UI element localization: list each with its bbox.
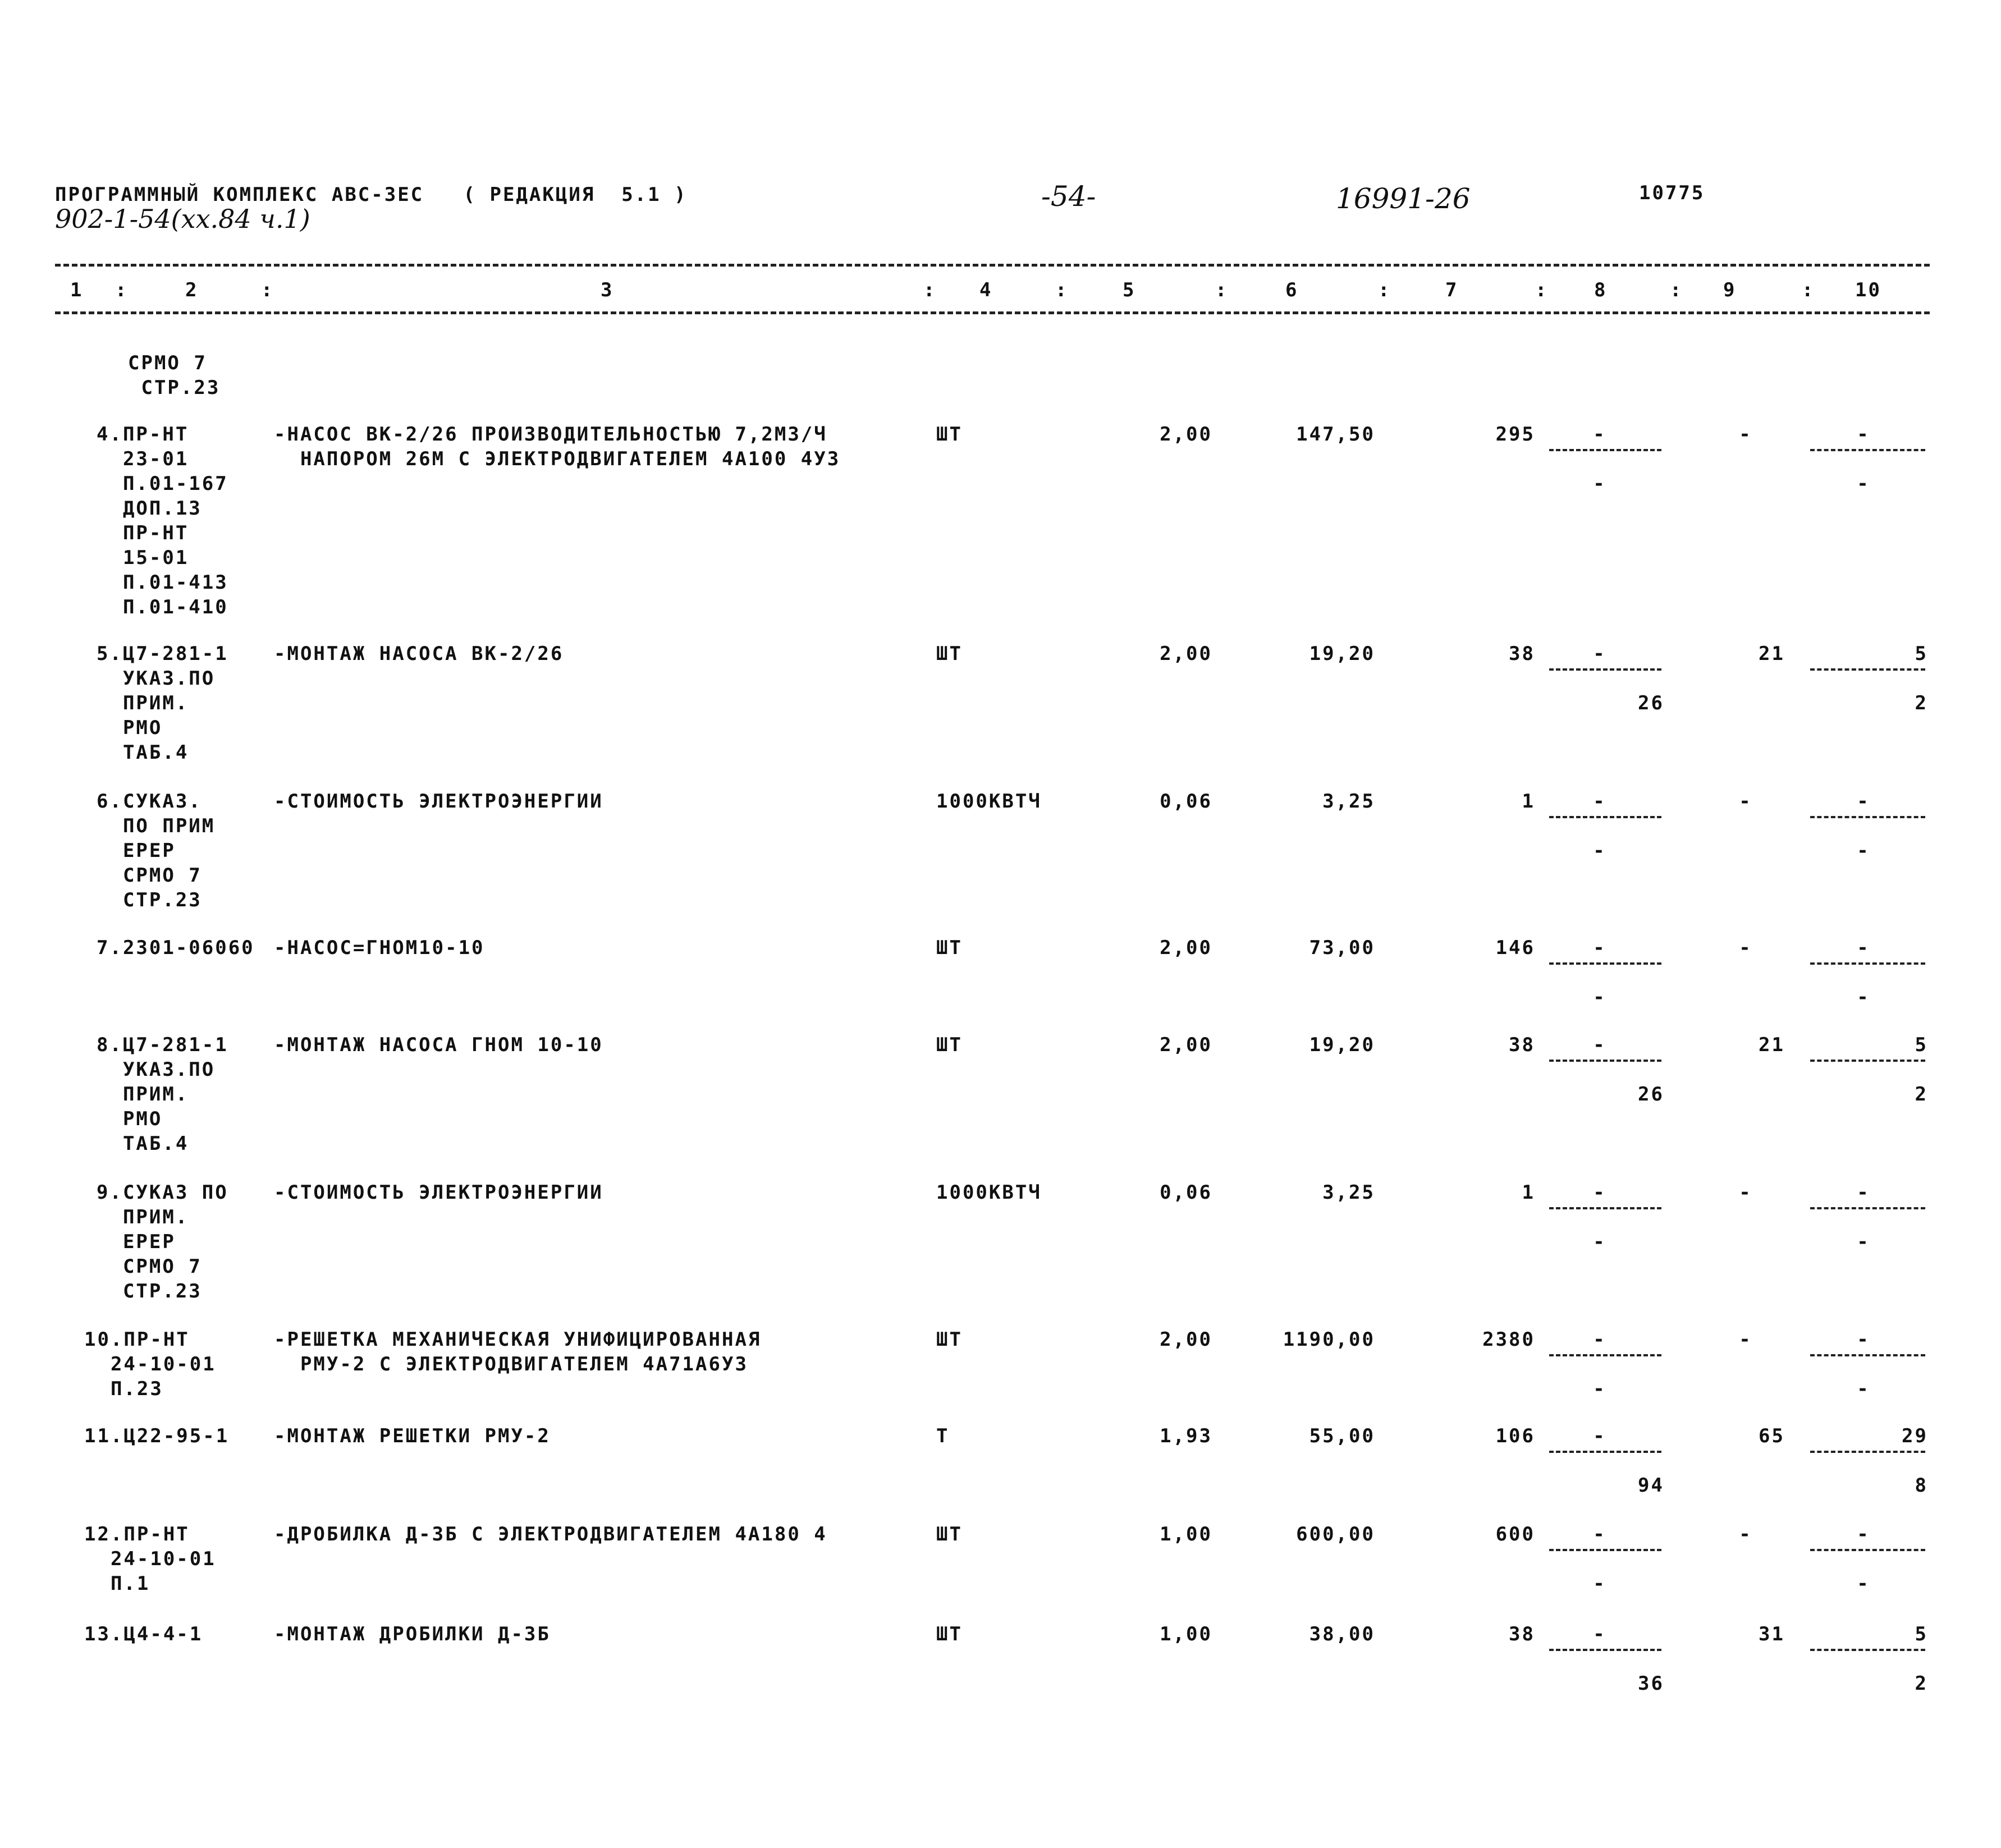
row-col8-top: - bbox=[1593, 1623, 1606, 1645]
row-name-line: -МОНТАЖ НАСОСА ВК-2/26 bbox=[274, 643, 564, 665]
row-code-line: СРМО 7 bbox=[97, 864, 202, 887]
row-quantity: 0,06 bbox=[1160, 1181, 1212, 1204]
row-code-line: 13.Ц4-4-1 bbox=[84, 1623, 203, 1645]
row-col10-top: 5 bbox=[1915, 643, 1928, 665]
row-col10-bottom: - bbox=[1857, 1231, 1870, 1253]
row-quantity: 2,00 bbox=[1160, 937, 1212, 959]
fraction-divider bbox=[1549, 1549, 1661, 1551]
fraction-divider bbox=[1549, 668, 1661, 671]
row-col9: 21 bbox=[1759, 643, 1785, 665]
fraction-divider bbox=[1549, 1207, 1661, 1209]
row-unit-price: 38,00 bbox=[1309, 1623, 1375, 1645]
row-col8-bottom: 26 bbox=[1638, 692, 1664, 714]
row-col8-bottom: - bbox=[1593, 986, 1606, 1008]
row-col8-top: - bbox=[1593, 937, 1606, 959]
row-code-line: 10.ПР-НТ bbox=[84, 1328, 190, 1351]
row-col9: - bbox=[1739, 423, 1752, 446]
row-unit-price: 147,50 bbox=[1296, 423, 1375, 446]
row-unit: ШТ bbox=[936, 1623, 963, 1645]
row-name-line: -НАСОС=ГНОМ10-10 bbox=[274, 937, 485, 959]
row-col9: - bbox=[1739, 790, 1752, 813]
fraction-divider bbox=[1810, 816, 1925, 818]
row-col9: - bbox=[1739, 937, 1752, 959]
row-code-line: УКАЗ.ПО bbox=[97, 1058, 216, 1081]
row-code-line: 7.2301-06060 bbox=[97, 937, 255, 959]
row-col8-top: - bbox=[1593, 1328, 1606, 1351]
row-col8-bottom: - bbox=[1593, 1572, 1606, 1595]
row-col10-top: - bbox=[1857, 1328, 1870, 1351]
column-header-5: 5 bbox=[1123, 279, 1136, 301]
column-header-6: 6 bbox=[1285, 279, 1299, 301]
row-code-line: П.01-410 bbox=[97, 596, 228, 618]
row-quantity: 1,00 bbox=[1160, 1523, 1212, 1546]
fraction-divider bbox=[1810, 449, 1925, 451]
header-rule-top bbox=[55, 264, 1930, 267]
row-code-line: 24-10-01 bbox=[84, 1353, 216, 1375]
row-col10-top: 5 bbox=[1915, 1623, 1928, 1645]
row-total: 1 bbox=[1522, 790, 1535, 813]
row-unit: ШТ bbox=[936, 1523, 963, 1546]
fraction-divider bbox=[1810, 1549, 1925, 1551]
row-col10-bottom: - bbox=[1857, 1378, 1870, 1400]
row-col10-top: 29 bbox=[1902, 1425, 1928, 1447]
row-col10-bottom: 2 bbox=[1915, 1083, 1928, 1106]
row-total: 146 bbox=[1495, 937, 1535, 959]
row-unit-price: 73,00 bbox=[1309, 937, 1375, 959]
row-code-line: ЕРЕР bbox=[97, 1231, 176, 1253]
column-header-2: 2 bbox=[185, 279, 199, 301]
row-unit-price: 55,00 bbox=[1309, 1425, 1375, 1447]
row-col9: - bbox=[1739, 1523, 1752, 1546]
row-unit-price: 600,00 bbox=[1296, 1523, 1375, 1546]
column-header-9: 9 bbox=[1723, 279, 1737, 301]
row-code-line: 12.ПР-НТ bbox=[84, 1523, 190, 1546]
fraction-divider bbox=[1810, 1451, 1925, 1453]
row-name-line: -СТОИМОСТЬ ЭЛЕКТРОЭНЕРГИИ bbox=[274, 1181, 603, 1204]
row-quantity: 0,06 bbox=[1160, 790, 1212, 813]
row-col8-bottom: - bbox=[1593, 473, 1606, 495]
fraction-divider bbox=[1549, 1060, 1661, 1062]
row-total: 106 bbox=[1495, 1425, 1535, 1447]
row-total: 2380 bbox=[1482, 1328, 1535, 1351]
row-col9: - bbox=[1739, 1181, 1752, 1204]
fraction-divider bbox=[1810, 1207, 1925, 1209]
row-col10-bottom: - bbox=[1857, 840, 1870, 862]
page-number: -54- bbox=[1041, 180, 1096, 213]
fraction-divider bbox=[1810, 1354, 1925, 1356]
row-col8-top: - bbox=[1593, 423, 1606, 446]
row-total: 38 bbox=[1509, 1623, 1535, 1645]
column-header-1: 1 bbox=[70, 279, 84, 301]
column-separator: : bbox=[261, 279, 274, 301]
row-unit: 1000КВТЧ bbox=[936, 790, 1042, 813]
row-col10-bottom: 2 bbox=[1915, 1672, 1928, 1695]
column-separator: : bbox=[1378, 279, 1391, 301]
row-quantity: 1,93 bbox=[1160, 1425, 1212, 1447]
row-col10-top: - bbox=[1857, 1181, 1870, 1204]
row-code-line: П.01-167 bbox=[97, 473, 228, 495]
row-total: 38 bbox=[1509, 1034, 1535, 1056]
fraction-divider bbox=[1810, 1649, 1925, 1651]
row-unit-price: 19,20 bbox=[1309, 643, 1375, 665]
row-name-line: -НАСОС ВК-2/26 ПРОИЗВОДИТЕЛЬНОСТЬЮ 7,2М3/Ч bbox=[274, 423, 827, 446]
row-name-line: -РЕШЕТКА МЕХАНИЧЕСКАЯ УНИФИЦИРОВАННАЯ bbox=[274, 1328, 762, 1351]
row-col8-top: - bbox=[1593, 1425, 1606, 1447]
column-separator: : bbox=[1055, 279, 1069, 301]
column-separator: : bbox=[115, 279, 129, 301]
fraction-divider bbox=[1549, 1451, 1661, 1453]
row-unit: ШТ bbox=[936, 423, 963, 446]
row-code-line: ПРИМ. bbox=[97, 1206, 189, 1228]
row-code-line: 6.СУКАЗ. bbox=[97, 790, 202, 813]
row-col8-bottom: 26 bbox=[1638, 1083, 1664, 1106]
fraction-divider bbox=[1549, 816, 1661, 818]
stamp-number: 10775 bbox=[1639, 182, 1705, 204]
row-col8-bottom: 94 bbox=[1638, 1474, 1664, 1497]
row-code-line: РМО bbox=[97, 1108, 163, 1130]
row-total: 1 bbox=[1522, 1181, 1535, 1204]
row-col10-top: - bbox=[1857, 423, 1870, 446]
row-unit: Т bbox=[936, 1425, 950, 1447]
row-code-line: ТАБ.4 bbox=[97, 1132, 189, 1155]
fraction-divider bbox=[1549, 1354, 1661, 1356]
handwritten-code: 902-1-54(хх.84 ч.1) bbox=[55, 204, 310, 234]
row-code-line: СТР.23 bbox=[97, 1280, 202, 1303]
row-name-line: -МОНТАЖ ДРОБИЛКИ Д-3Б bbox=[274, 1623, 551, 1645]
preface-line: СТР.23 bbox=[128, 377, 221, 399]
column-separator: : bbox=[1535, 279, 1549, 301]
row-code-line: УКАЗ.ПО bbox=[97, 667, 216, 690]
row-code-line: ПО ПРИМ bbox=[97, 815, 216, 837]
row-quantity: 2,00 bbox=[1160, 1328, 1212, 1351]
column-header-7: 7 bbox=[1445, 279, 1459, 301]
fraction-divider bbox=[1810, 668, 1925, 671]
row-name-line: -ДРОБИЛКА Д-3Б С ЭЛЕКТРОДВИГАТЕЛЕМ 4А180 4 bbox=[274, 1523, 827, 1546]
row-col9: - bbox=[1739, 1328, 1752, 1351]
row-col8-bottom: - bbox=[1593, 840, 1606, 862]
row-code-line: СРМО 7 bbox=[97, 1255, 202, 1278]
row-code-line: 24-10-01 bbox=[84, 1548, 216, 1570]
row-col8-bottom: 36 bbox=[1638, 1672, 1664, 1695]
row-total: 600 bbox=[1495, 1523, 1535, 1546]
row-unit-price: 3,25 bbox=[1322, 1181, 1375, 1204]
row-col10-top: 5 bbox=[1915, 1034, 1928, 1056]
row-quantity: 2,00 bbox=[1160, 423, 1212, 446]
program-title: ПРОГРАММНЫЙ КОМПЛЕКС АВС-3ЕС ( РЕДАКЦИЯ 5.1 ) bbox=[55, 184, 688, 206]
column-separator: : bbox=[923, 279, 937, 301]
row-code-line: П.23 bbox=[84, 1378, 163, 1400]
row-code-line: РМО bbox=[97, 717, 163, 739]
row-col10-bottom: - bbox=[1857, 986, 1870, 1008]
fraction-divider bbox=[1810, 1060, 1925, 1062]
row-col9: 21 bbox=[1759, 1034, 1785, 1056]
row-quantity: 2,00 bbox=[1160, 1034, 1212, 1056]
row-quantity: 2,00 bbox=[1160, 643, 1212, 665]
row-col10-top: - bbox=[1857, 790, 1870, 813]
row-name-line: РМУ-2 С ЭЛЕКТРОДВИГАТЕЛЕМ 4А71А6У3 bbox=[274, 1353, 748, 1375]
row-code-line: П.01-413 bbox=[97, 571, 228, 594]
column-header-8: 8 bbox=[1594, 279, 1608, 301]
fraction-divider bbox=[1549, 449, 1661, 451]
row-col10-bottom: - bbox=[1857, 1572, 1870, 1595]
row-name-line: НАПОРОМ 26М С ЭЛЕКТРОДВИГАТЕЛЕМ 4А100 4У3 bbox=[274, 448, 841, 470]
row-code-line: 23-01 bbox=[97, 448, 189, 470]
row-unit: ШТ bbox=[936, 1328, 963, 1351]
row-col8-top: - bbox=[1593, 1523, 1606, 1546]
column-header-3: 3 bbox=[601, 279, 614, 301]
row-col8-top: - bbox=[1593, 1034, 1606, 1056]
row-col10-top: - bbox=[1857, 1523, 1870, 1546]
row-unit-price: 3,25 bbox=[1322, 790, 1375, 813]
row-col10-bottom: 2 bbox=[1915, 692, 1928, 714]
row-col8-top: - bbox=[1593, 790, 1606, 813]
row-code-line: ПРИМ. bbox=[97, 692, 189, 714]
row-total: 38 bbox=[1509, 643, 1535, 665]
row-unit-price: 1190,00 bbox=[1283, 1328, 1375, 1351]
preface-line: СРМО 7 bbox=[128, 352, 207, 374]
row-col8-top: - bbox=[1593, 1181, 1606, 1204]
fraction-divider bbox=[1549, 962, 1661, 965]
column-header-10: 10 bbox=[1855, 279, 1881, 301]
row-code-line: ПРИМ. bbox=[97, 1083, 189, 1106]
row-col8-bottom: - bbox=[1593, 1378, 1606, 1400]
row-code-line: ДОП.13 bbox=[97, 497, 202, 520]
column-separator: : bbox=[1802, 279, 1815, 301]
row-code-line: ПР-НТ bbox=[97, 522, 189, 544]
row-unit: ШТ bbox=[936, 937, 963, 959]
row-quantity: 1,00 bbox=[1160, 1623, 1212, 1645]
row-code-line: П.1 bbox=[84, 1572, 150, 1595]
row-code-line: 15-01 bbox=[97, 547, 189, 569]
fraction-divider bbox=[1810, 962, 1925, 965]
column-separator: : bbox=[1215, 279, 1229, 301]
row-total: 295 bbox=[1495, 423, 1535, 446]
row-code-line: СТР.23 bbox=[97, 889, 202, 911]
row-name-line: -МОНТАЖ НАСОСА ГНОМ 10-10 bbox=[274, 1034, 603, 1056]
row-unit: ШТ bbox=[936, 643, 963, 665]
fraction-divider bbox=[1549, 1649, 1661, 1651]
row-code-line: ЕРЕР bbox=[97, 840, 176, 862]
row-col10-top: - bbox=[1857, 937, 1870, 959]
row-unit: ШТ bbox=[936, 1034, 963, 1056]
row-col10-bottom: 8 bbox=[1915, 1474, 1928, 1497]
row-col10-bottom: - bbox=[1857, 473, 1870, 495]
column-header-4: 4 bbox=[979, 279, 993, 301]
row-name-line: -СТОИМОСТЬ ЭЛЕКТРОЭНЕРГИИ bbox=[274, 790, 603, 813]
row-name-line: -МОНТАЖ РЕШЕТКИ РМУ-2 bbox=[274, 1425, 551, 1447]
doc-number: 16991-26 bbox=[1336, 182, 1471, 215]
row-col9: 31 bbox=[1759, 1623, 1785, 1645]
row-col9: 65 bbox=[1759, 1425, 1785, 1447]
row-unit-price: 19,20 bbox=[1309, 1034, 1375, 1056]
row-code-line: 5.Ц7-281-1 bbox=[97, 643, 228, 665]
row-code-line: ТАБ.4 bbox=[97, 741, 189, 764]
row-code-line: 11.Ц22-95-1 bbox=[84, 1425, 230, 1447]
column-separator: : bbox=[1670, 279, 1683, 301]
row-col8-top: - bbox=[1593, 643, 1606, 665]
row-code-line: 8.Ц7-281-1 bbox=[97, 1034, 228, 1056]
header-rule-bottom bbox=[55, 311, 1930, 314]
row-col8-bottom: - bbox=[1593, 1231, 1606, 1253]
row-code-line: 4.ПР-НТ bbox=[97, 423, 189, 446]
row-unit: 1000КВТЧ bbox=[936, 1181, 1042, 1204]
row-code-line: 9.СУКАЗ ПО bbox=[97, 1181, 228, 1204]
